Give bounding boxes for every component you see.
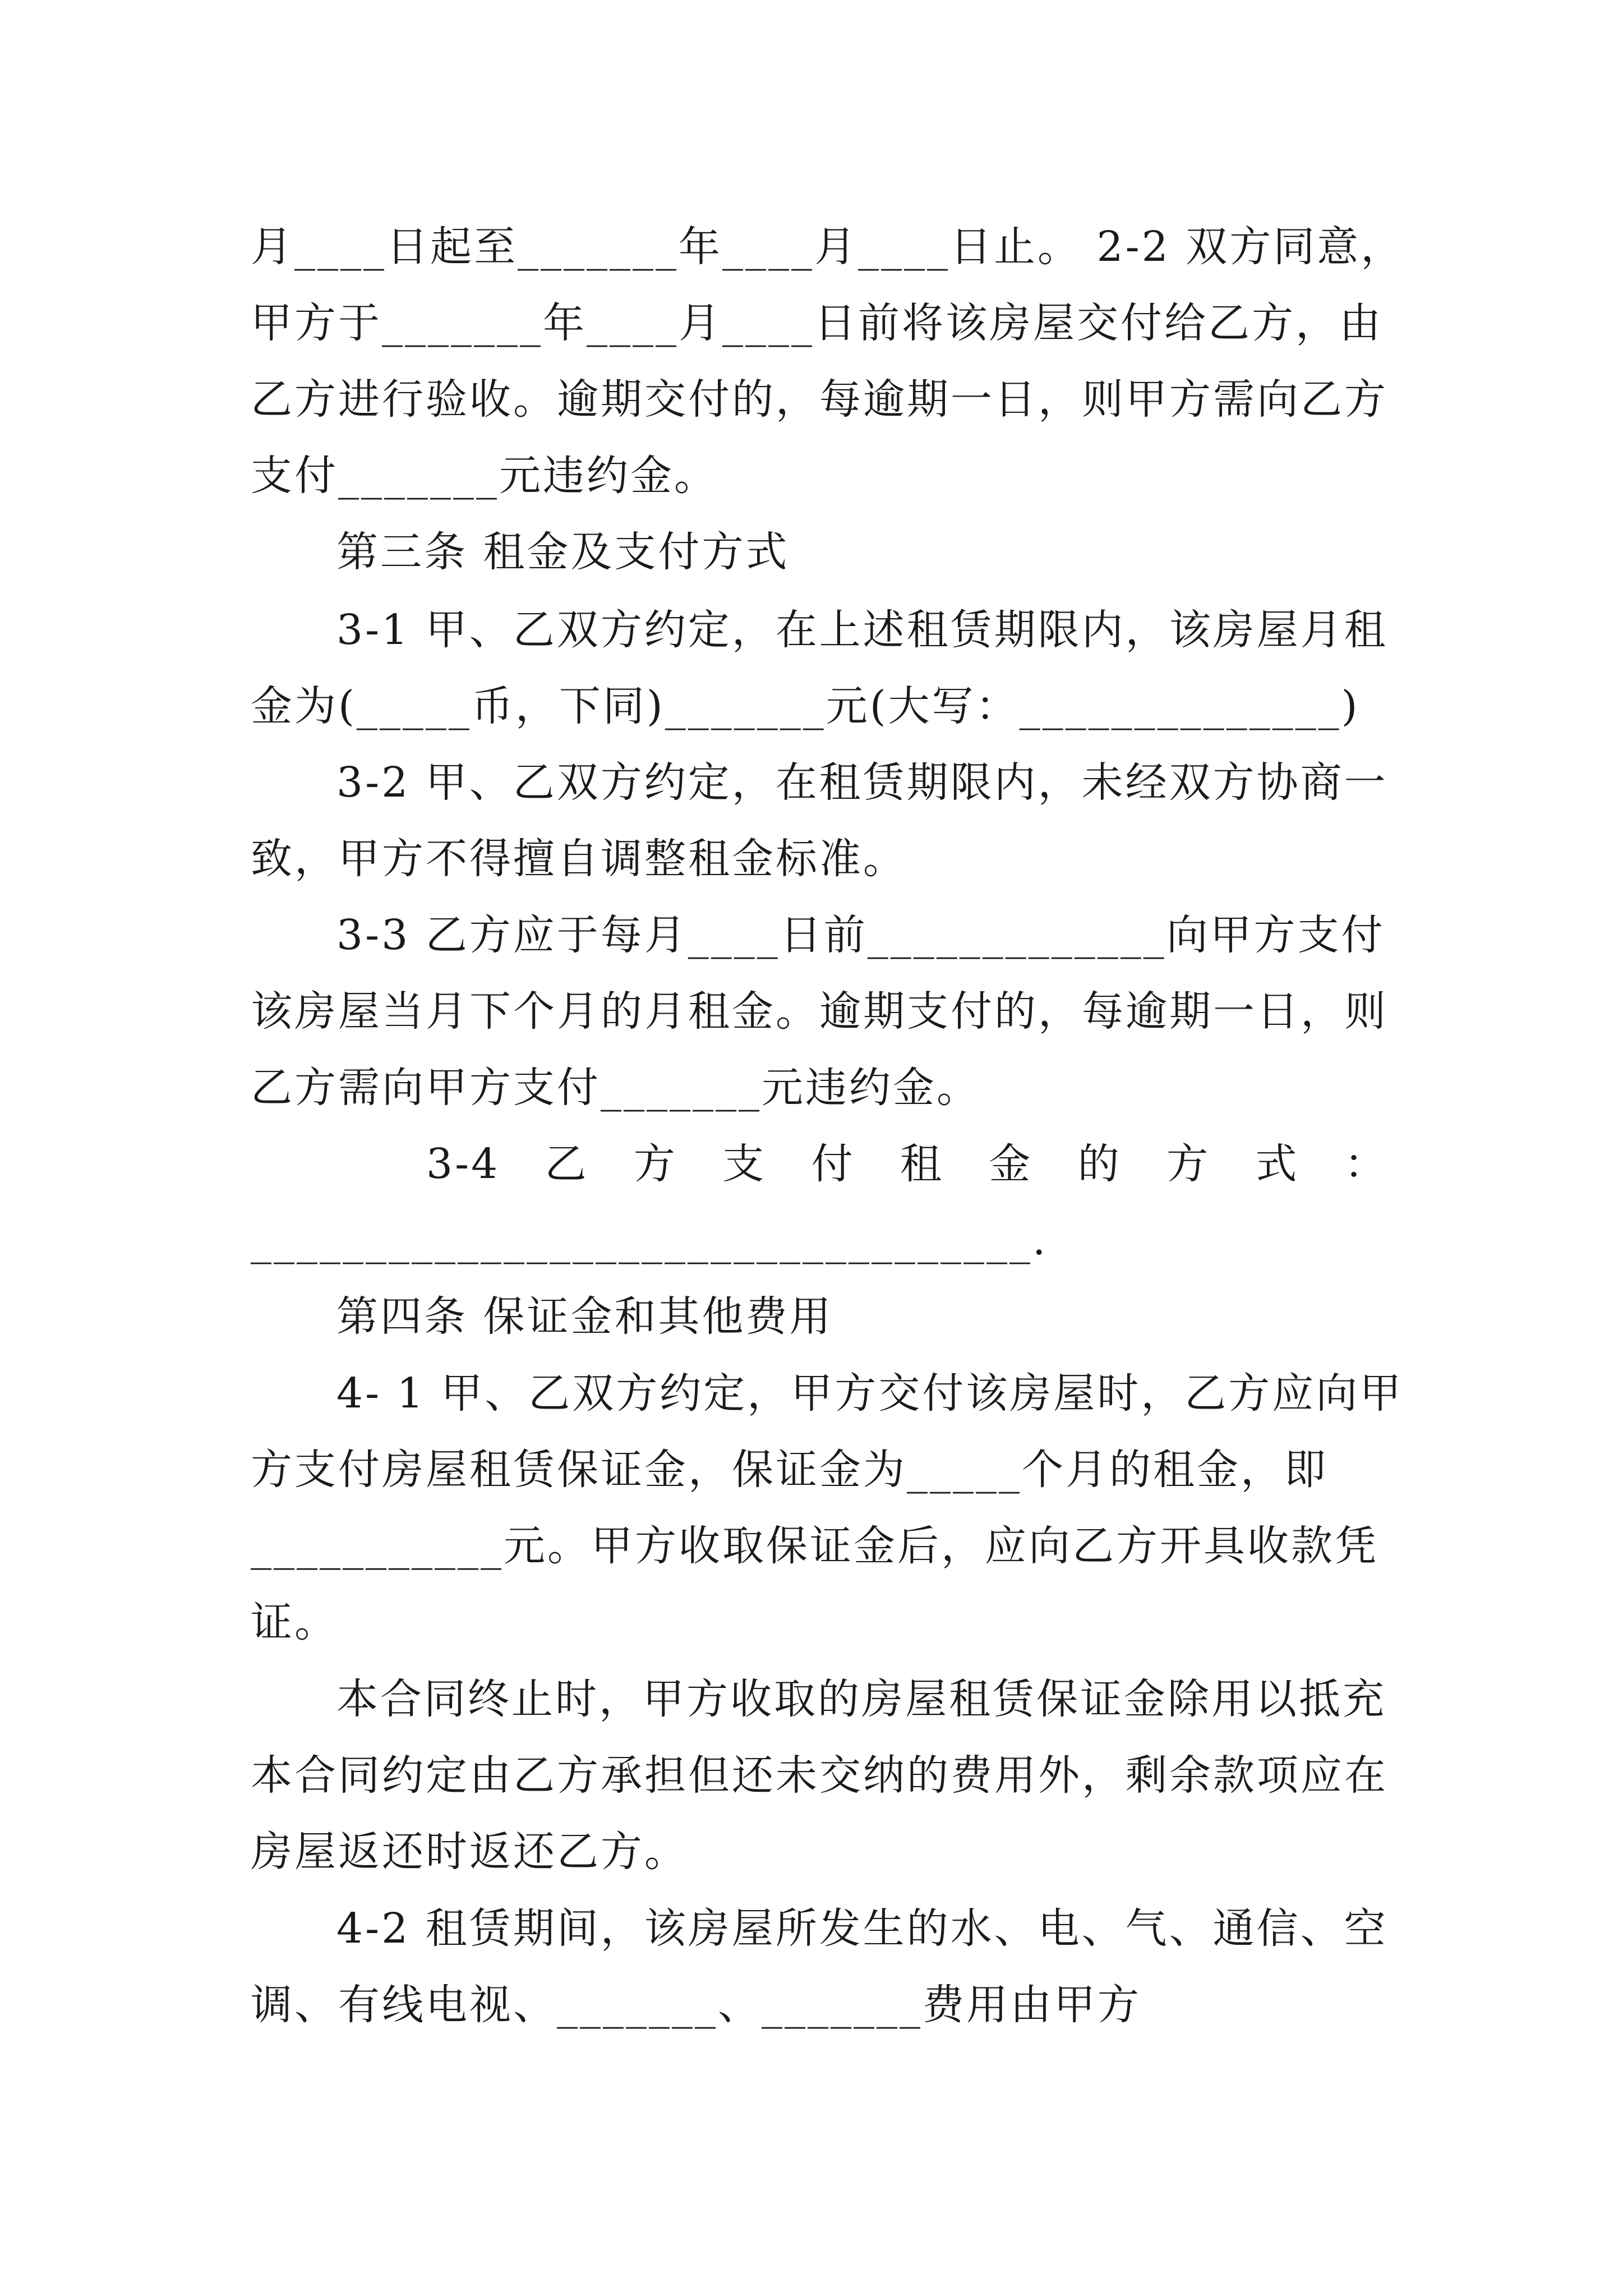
text-line: 3-2 甲、乙双方约定，在租赁期限内，未经双方协商一 (336, 758, 1388, 807)
spaced-char: 租 (900, 1140, 944, 1188)
spaced-char: 支 (722, 1140, 767, 1188)
section-heading: 第三条 租金及支付方式 (336, 528, 790, 576)
text-line: 4- 1 甲、乙双方约定，甲方交付该房屋时，乙方应向甲 (336, 1369, 1404, 1418)
text-line: 致，甲方不得擅自调整租金标准。 (251, 835, 907, 883)
text-line: 本合同终止时，甲方收取的房屋租赁保证金除用以抵充 (336, 1675, 1386, 1723)
text-line: 金为(_____币，下同)_______元(大写：______________) (251, 682, 1360, 730)
spaced-char: ： (1344, 1140, 1388, 1188)
spaced-char: 的 (1077, 1140, 1122, 1188)
spaced-char: 方 (633, 1140, 677, 1188)
text-line: ___________元。甲方收取保证金后，应向乙方开具收款凭 (251, 1522, 1378, 1570)
spaced-char: 付 (811, 1140, 855, 1188)
text-line: 甲方于_______年____月____日前将该房屋交付给乙方，由 (251, 299, 1383, 347)
text-line: 乙方进行验收。逾期交付的，每逾期一日，则甲方需向乙方 (251, 375, 1388, 424)
spaced-char: 3-4 (426, 1140, 500, 1188)
spaced-char: 乙 (545, 1140, 589, 1188)
text-line: 本合同约定由乙方承担但还未交纳的费用外，剩余款项应在 (251, 1751, 1388, 1800)
spaced-char: 金 (989, 1140, 1033, 1188)
spaced-char: 式 (1255, 1140, 1299, 1188)
text-line: 方支付房屋租赁保证金，保证金为_____个月的租金，即 (251, 1446, 1328, 1494)
text-line: 月____日起至_______年____月____日止。 2-2 双方同意， (251, 223, 1405, 271)
blank-line: __________________________________. (251, 1216, 1048, 1264)
text-line: 乙方需向甲方支付_______元违约金。 (251, 1064, 980, 1112)
spaced-text-line (426, 1136, 1388, 1192)
text-line: 支付_______元违约金。 (251, 452, 718, 500)
spaced-char: 方 (1166, 1140, 1211, 1188)
section-heading: 第四条 保证金和其他费用 (336, 1292, 833, 1341)
text-line: 调、有线电视、_______、_______费用由甲方 (251, 1981, 1141, 2029)
text-line: 4-2 租赁期间，该房屋所发生的水、电、气、通信、空 (336, 1904, 1388, 1953)
text-line: 房屋返还时返还乙方。 (251, 1828, 688, 1876)
text-line: 证。 (251, 1598, 338, 1646)
text-line: 该房屋当月下个月的月租金。逾期支付的，每逾期一日，则 (251, 987, 1388, 1036)
text-line: 3-3 乙方应于每月____日前_____________向甲方支付 (336, 911, 1385, 959)
text-line: 3-1 甲、乙双方约定，在上述租赁期限内，该房屋月租 (336, 606, 1388, 654)
